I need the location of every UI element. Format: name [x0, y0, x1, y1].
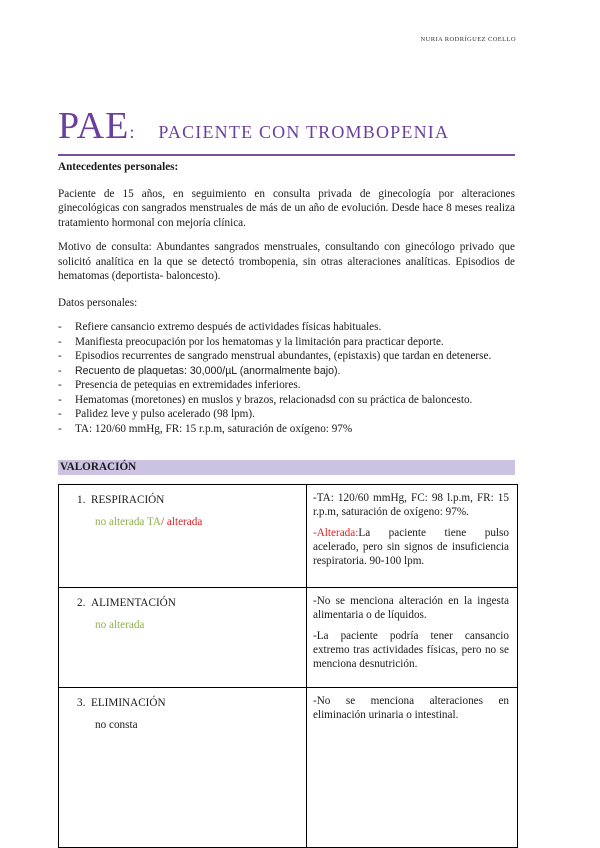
need-name: RESPIRACIÓN [90, 494, 165, 506]
status-green: no alterada [95, 619, 145, 631]
cell-text: -TA: 120/60 mmHg, FC: 98 l.p.m, FR: 15 r.p.m, saturación de oxígeno: 97%. [313, 492, 509, 518]
valoracion-table [58, 484, 518, 848]
cell-text: -La paciente podría tener cansancio extremo tras actividades físicas, pero no se menciona desnutrición. [313, 630, 509, 670]
list-item: - TA: 120/60 mmHg, FR: 15 r.p.m, saturación de oxígeno: 97% [58, 422, 515, 437]
page-title [58, 104, 515, 156]
list-item: - Presencia de petequias en extremidades inferiores. [58, 378, 515, 393]
need-number: 3. [77, 697, 86, 709]
list-item: - Manifiesta preocupación por los hematomas y la limitación para practicar deporte. [58, 335, 515, 350]
cell-text: -No se menciona alteraciones en eliminación urinaria o intestinal. [313, 695, 509, 721]
table-cell [59, 588, 307, 688]
antecedentes-heading: Antecedentes personales: [58, 161, 179, 173]
need-status: no consta [95, 719, 138, 731]
table-cell [307, 588, 518, 688]
table-row [59, 588, 518, 688]
author-name: NURIA RODRÍGUEZ COELLO [420, 36, 516, 43]
need-status [59, 618, 306, 632]
title-colon: : [129, 122, 135, 142]
datos-heading: Datos personales: [58, 296, 138, 309]
table-row [59, 688, 518, 848]
cell-text [313, 526, 509, 568]
status-red: alterada [164, 516, 203, 528]
list-item: - Episodios recurrentes de sangrado menstrual abundantes, (epistaxis) que tardan en detenerse. [58, 349, 515, 364]
motivo-text: Motivo de consulta: Abundantes sangrados menstruales, consultando con ginecólogo privado que solicitó analítica en la que se detectó trombopenia, sin otras alteraciones analíticas. Episodios de hematomas (deportista- baloncesto). [58, 241, 515, 282]
valoracion-heading: VALORACIÓN [58, 460, 515, 475]
title-subtitle: PACIENTE CON TROMBOPENIA [158, 122, 450, 142]
cell-text-rest: La paciente tiene pulso acelerado, pero sin signos de insuficiencia respiratoria. 90-100 lpm. [313, 527, 509, 567]
need-status [59, 515, 306, 529]
need-title [59, 493, 306, 507]
need-title [59, 596, 306, 610]
cell-text: -No se menciona alteración en la ingesta alimentaria o de líquidos. [313, 595, 509, 621]
status-green: no alterada TA [95, 516, 161, 528]
list-item: - Hematomas (moretones) en muslos y brazos, relacionadsd con su práctica de baloncesto. [58, 393, 515, 408]
need-title [59, 696, 306, 710]
antecedentes-text: Paciente de 15 años, en seguimiento en consulta privada de ginecología por alteraciones ginecológicas con sangrados menstruales de más de un año de evolución. Desde hace 8 meses realiza tratamiento hormonal con mejoría clínica. [58, 187, 515, 229]
title-main: PAE [58, 105, 130, 147]
table-row [59, 485, 518, 588]
table-cell [307, 485, 518, 588]
need-name: ELIMINACIÓN [90, 697, 166, 709]
need-number: 1. [77, 494, 86, 506]
list-item: - Palidez leve y pulso acelerado (98 lpm). [58, 407, 515, 422]
list-item: - Refiere cansancio extremo después de actividades físicas habituales. [58, 320, 515, 335]
need-number: 2. [77, 597, 86, 609]
status-red: -Alterada: [313, 527, 359, 539]
need-name: ALIMENTACIÓN [90, 597, 176, 609]
table-cell [59, 688, 307, 848]
table-cell [307, 688, 518, 848]
datos-list [58, 320, 515, 436]
table-cell [59, 485, 307, 588]
status-separator: / [161, 516, 165, 528]
list-item: - Recuento de plaquetas: 30,000/µL (anormalmente bajo). [58, 364, 515, 379]
document-body [58, 160, 515, 436]
